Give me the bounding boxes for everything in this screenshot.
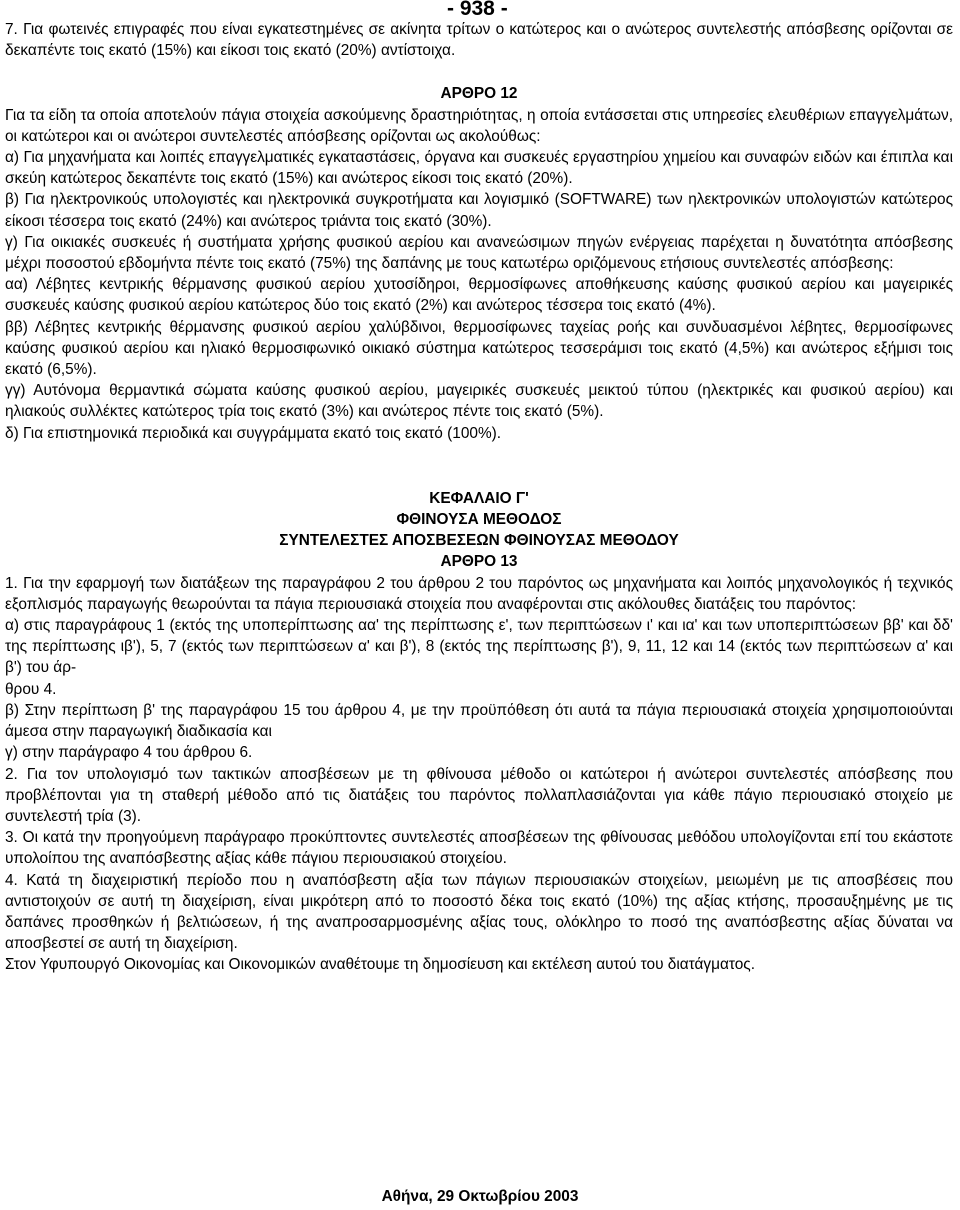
article-12-item-b: β) Για ηλεκτρονικούς υπολογιστές και ηλεκτρονικά συγκροτήματα και λογισμικό (SOFTWARE) των ηλεκτρονικών υπολογιστών κατώτερος είκοσι τέσσερα τοις εκατό (24%) και ανώτερος τριάντα τοις εκατό (30%). xyxy=(5,191,953,230)
article-12-item-gg: γγ) Αυτόνομα θερμαντικά σώματα καύσης φυσικού αερίου, μαγειρικές συσκευές μεικτού τύπου (ηλεκτρικές και φυσικού αερίου) και ηλιακούς συλλέκτες κατώτερος τρία τοις εκατό (3%) και ανώτερος πέντε τοις εκατό (5%). xyxy=(5,382,953,421)
article-13-paragraph-2: 2. Για τον υπολογισμό των τακτικών αποσβέσεων με τη φθίνουσα μέθοδο οι κατώτεροι ή ανώτεροι συντελεστές απόσβεσης που προβλέπονται για τη σταθερή μέθοδο από τις διατάξεις του παρόντος πολλαπλασιάζονται για κάθε πάγιο περιουσιακό στοιχείο με συντελεστή τρία (3). xyxy=(5,765,953,825)
closing-paragraph: Στον Υφυπουργό Οικονομίας και Οικονομικών αναθέτουμε τη δημοσίευση και εκτέλεση αυτού του διατάγματος. xyxy=(5,956,756,974)
article-12-item-d: δ) Για επιστημονικά περιοδικά και συγγράμματα εκατό τοις εκατό (100%). xyxy=(5,424,502,442)
article-12-item-aa: αα) Λέβητες κεντρικής θέρμανσης φυσικού αερίου χυτοσίδηροι, θερμοσίφωνες αποθήκευσης καύσης φυσικού αερίου και μαγειρικές συσκευές καύσης φυσικού αερίου κατώτερος δύο τοις εκατό (2%) και ανώτερος τέσσερα τοις εκατό (4%). xyxy=(5,276,953,315)
article-13-item-c: γ) στην παράγραφο 4 του άρθρου 6. xyxy=(5,744,253,762)
article-12-item-a: α) Για μηχανήματα και λοιπές επαγγελματικές εγκαταστάσεις, όργανα και συσκευές εργαστηρίου χημείου και συναφών ειδών και έπιπλα και σκεύη κατώτερος δεκαπέντε τοις εκατό (15%) και ανώτερος είκοσι τοις εκατό (20%). xyxy=(5,149,953,188)
article-13-paragraph-1: 1. Για την εφαρμογή των διατάξεων της παραγράφου 2 του άρθρου 2 του παρόντος ως μηχανήματα και λοιπός μηχανολογικός ή τεχνικός εξοπλισμός παραγωγής θεωρούνται τα πάγια περιουσιακά στοιχεία που αναφέρονται στις ακόλουθες διατάξεις του παρόντος: xyxy=(5,574,953,613)
article-13-heading: ΑΡΘΡΟ 13 xyxy=(440,553,518,571)
article-13-item-a-continued: θρου 4. xyxy=(5,680,57,698)
page-number: - 938 - xyxy=(447,0,508,20)
article-13-item-a: α) στις παραγράφους 1 (εκτός της υποπερίπτωσης αα' της περίπτωσης ε', των περιπτώσεων ι' και ια' και των υποπεριπτώσεων ββ' και δδ' της περίπτωσης ιβ'), 5, 7 (εκτός των περιπτώσεων α' και β'), 8 (εκτός της περίπτωσης β'), 9, 11, 12 και 14 (εκτός των περιπτώσεων α' και β') του άρ- xyxy=(5,617,953,677)
chapter-subtitle-2: ΣΥΝΤΕΛΕΣΤΕΣ ΑΠΟΣΒΕΣΕΩΝ ΦΘΙΝΟΥΣΑΣ ΜΕΘΟΔΟΥ xyxy=(279,532,679,550)
chapter-title: ΚΕΦΑΛΑΙΟ Γ' xyxy=(429,489,529,507)
document-body xyxy=(5,19,953,976)
article-13-paragraph-3: 3. Οι κατά την προηγούμενη παράγραφο προκύπτοντες συντελεστές αποσβέσεων της φθίνουσας μεθόδου υπολογίζονται επί του εκάστοτε υπολοίπου της αναπόσβεστης αξίας κάθε πάγιου περιουσιακού στοιχείου. xyxy=(5,829,953,868)
article-12-heading: ΑΡΘΡΟ 12 xyxy=(440,85,518,103)
article-13-paragraph-4: 4. Κατά τη διαχειριστική περίοδο που η αναπόσβεστη αξία των πάγιων περιουσιακών στοιχείων, μειωμένη με τις αποσβέσεις που αντιστοιχούν σε αυτή τη διαχείριση, είναι μικρότερη από το ποσοστό δέκα τοις εκατό (10%) της αξίας κτήσης, προσαυξημένης με τις δαπάνες προσθηκών ή βελτιώσεων, ή της αναπροσαρμοσμένης αξίας τους, ολόκληρο το ποσό της αναπόσβεστης αξίας δύναται να αποσβεστεί σε αυτή τη διαχείριση. xyxy=(5,871,953,953)
article-13-item-b: β) Στην περίπτωση β' της παραγράφου 15 του άρθρου 4, με την προϋπόθεση ότι αυτά τα πάγια περιουσιακά στοιχεία χρησιμοποιούνται άμεσα στην παραγωγική διαδικασία και xyxy=(5,701,953,741)
chapter-subtitle: ΦΘΙΝΟΥΣΑ ΜΕΘΟΔΟΣ xyxy=(396,511,562,529)
article-12-intro: Για τα είδη τα οποία αποτελούν πάγια στοιχεία ασκούμενης δραστηριότητας, η οποία εντάσσεται στις υπηρεσίες ελευθέριων επαγγελμάτων, οι κατώτεροι και οι ανώτεροι συντελεστές απόσβεσης ορίζονται ως ακολούθως: xyxy=(5,106,953,145)
article-12-item-c: γ) Για οικιακές συσκευές ή συστήματα χρήσης φυσικού αερίου και ανανεώσιμων πηγών ενέργειας παρέχεται η δυνατότητα απόσβεσης μέχρι ποσοστού εβδομήντα πέντε τοις εκατό (75%) της δαπάνης με τους κατωτέρω οριζόμενους ετήσιους συντελεστές απόσβεσης: xyxy=(5,233,953,273)
paragraph-7: 7. Για φωτεινές επιγραφές που είναι εγκατεστημένες σε ακίνητα τρίτων ο κατώτερος και ο ανώτερος συντελεστής απόσβεσης ορίζονται σε δεκαπέντε τοις εκατό (15%) και είκοσι τοις εκατό (20%) αντίστοιχα. xyxy=(5,21,953,60)
article-12-item-bb: ββ) Λέβητες κεντρικής θέρμανσης φυσικού αερίου χαλύβδινοι, θερμοσίφωνες ταχείας ροής και συνδυασμένοι λέβητες, θερμοσίφωνες καύσης φυσικού αερίου και ηλιακό θερμοσιφωνικό οικιακό σύστημα κατώτερος τεσσεράμισι τοις εκατό (4,5%) και ανώτερος εξήμισι τοις εκατό (6,5%). xyxy=(5,318,953,379)
signature-date: Αθήνα, 29 Οκτωβρίου 2003 xyxy=(381,1188,579,1205)
